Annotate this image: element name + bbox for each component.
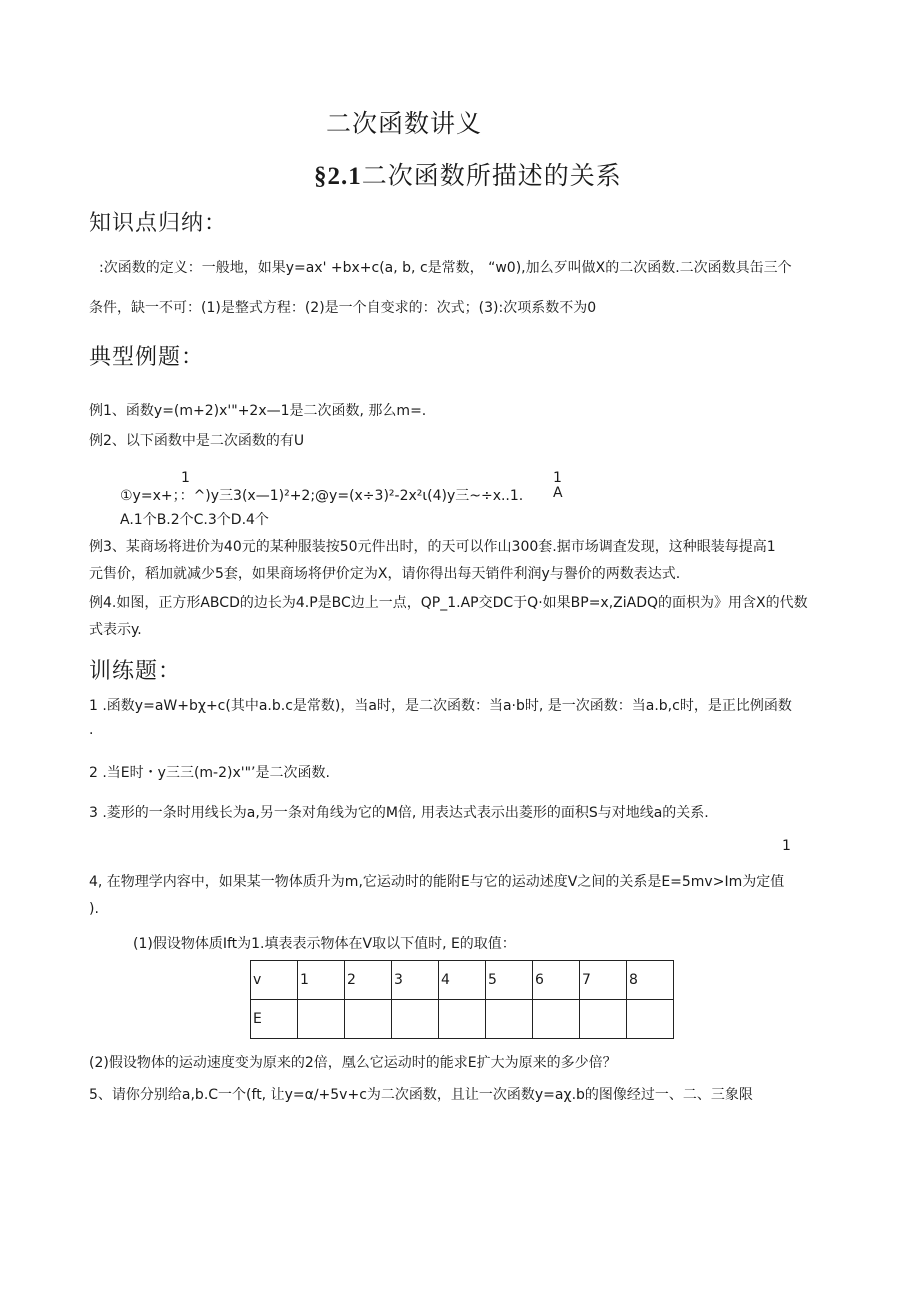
training-question-1: 1 .函数y=aW+bχ+c(其中a.b.c是常数)，当a时，是二次函数：当a·b时, 是一次函数：当a.b,c时，是正比例函数: [89, 698, 792, 714]
knowledge-heading: 知识点归纳：: [89, 211, 228, 236]
table-row-label-e: E: [251, 1000, 298, 1039]
example-2-fraction-top-2: 1: [553, 470, 562, 486]
table-cell-e-3[interactable]: [392, 1000, 439, 1039]
training-question-1-end: .: [89, 722, 94, 738]
training-heading: 训练题：: [89, 659, 182, 684]
table-row-label-v: v: [251, 961, 298, 1000]
table-cell-v-6: 6: [533, 961, 580, 1000]
example-4-line-1: 例4.如图，正方形ABCD的边长为4.P是BC边上一点，QP_1.AP交DC于Q·如果BP=x,ZiADQ的面枳为》用含X的代数: [89, 595, 808, 611]
training-question-4-end: ).: [89, 901, 99, 917]
training-question-3: 3 .菱形的一条时用线长为a,另一条对角线为它的M倍, 用表达式表示出菱形的面积S与对地线a的关系.: [89, 805, 709, 821]
table-cell-v-7: 7: [580, 961, 627, 1000]
example-2-fraction-top-1: 1: [181, 470, 190, 486]
example-2-options: A.1个B.2个C.3个D.4个: [120, 512, 269, 528]
example-3-line-2: 元售价，稻加就减少5套，如果商场将伊价定为X，请你得出每天销件利润y与譽价的两数表达式.: [89, 566, 681, 582]
training-question-2: 2 .当E时・y三三(m-2)x'"’是二次函数.: [89, 765, 330, 781]
table-cell-e-2[interactable]: [345, 1000, 392, 1039]
values-table: [250, 960, 674, 1039]
table-row-e: [251, 1000, 674, 1039]
training-question-5: 5、请你分别给a,b.C一个(ft, 让y=α∕+5v+c为二次函数，且让一次函数y=aχ.b的图像经过一、二、三象限: [89, 1087, 753, 1103]
section-title: [314, 156, 622, 192]
example-3-line-1: 例3、某商场将进价为40元的某种服装按50元件出时，的天可以作山300套.据市场调査发现，这种眼装每提高1: [89, 539, 776, 555]
table-cell-v-3: 3: [392, 961, 439, 1000]
training-question-4-part-1: (1)假设物体质Ift为1.填表表示物体在V取以下值时, E的取值：: [133, 936, 516, 952]
table-row-v: [251, 961, 674, 1000]
training-question-4-part-2: (2)假设物体的运动速度变为原来的2倍，凰么它运动时的能求E扩大为原来的多少倍？: [89, 1055, 617, 1071]
document-title: 二次函数讲义: [326, 109, 483, 138]
table-cell-v-2: 2: [345, 961, 392, 1000]
training-question-4-fraction-one: 1: [782, 838, 791, 854]
knowledge-line-1: :次函数的定义：一般地，如果y=ax' +bx+c(a, b, c是常数， “w0),加么歹叫做X的二次函数.二次函数具缶三个: [99, 260, 792, 276]
example-2-formulas: ①y=x+；：^)y三3(x—1)²+2;@y=(x÷3)²-2x²ι(4)y三~÷x..1.: [120, 488, 524, 504]
example-4-line-2: 式表示y.: [89, 622, 142, 638]
table-cell-v-4: 4: [439, 961, 486, 1000]
table-cell-v-1: 1: [298, 961, 345, 1000]
table-cell-e-7[interactable]: [580, 1000, 627, 1039]
knowledge-line-2: 条件，缺一不可：(1)是整式方程：(2)是一个自变求的：次式；(3):次项系数不为0: [89, 300, 597, 316]
section-number: §2.1: [314, 163, 362, 190]
training-question-4: 4, 在物理学内容中，如果某一物体质升为m,它运动时的能附E与它的运动述度V之间的关系是E=5mv>Im为定值: [89, 874, 785, 890]
table-cell-e-5[interactable]: [486, 1000, 533, 1039]
table-cell-e-8[interactable]: [627, 1000, 674, 1039]
table-cell-e-4[interactable]: [439, 1000, 486, 1039]
section-title-text: 二次函数所描述的关系: [361, 161, 622, 190]
table-cell-v-5: 5: [486, 961, 533, 1000]
examples-heading: 典型例题：: [89, 345, 205, 370]
example-1: 例1、函数y=(m+2)x'"+2x—1是二次函数, 那么m=.: [89, 403, 427, 419]
table-cell-e-6[interactable]: [533, 1000, 580, 1039]
example-2-fraction-bottom: A: [553, 485, 563, 501]
example-2: 例2、以下函数中是二次函数的有U: [89, 433, 305, 449]
table-cell-v-8: 8: [627, 961, 674, 1000]
table-cell-e-1[interactable]: [298, 1000, 345, 1039]
